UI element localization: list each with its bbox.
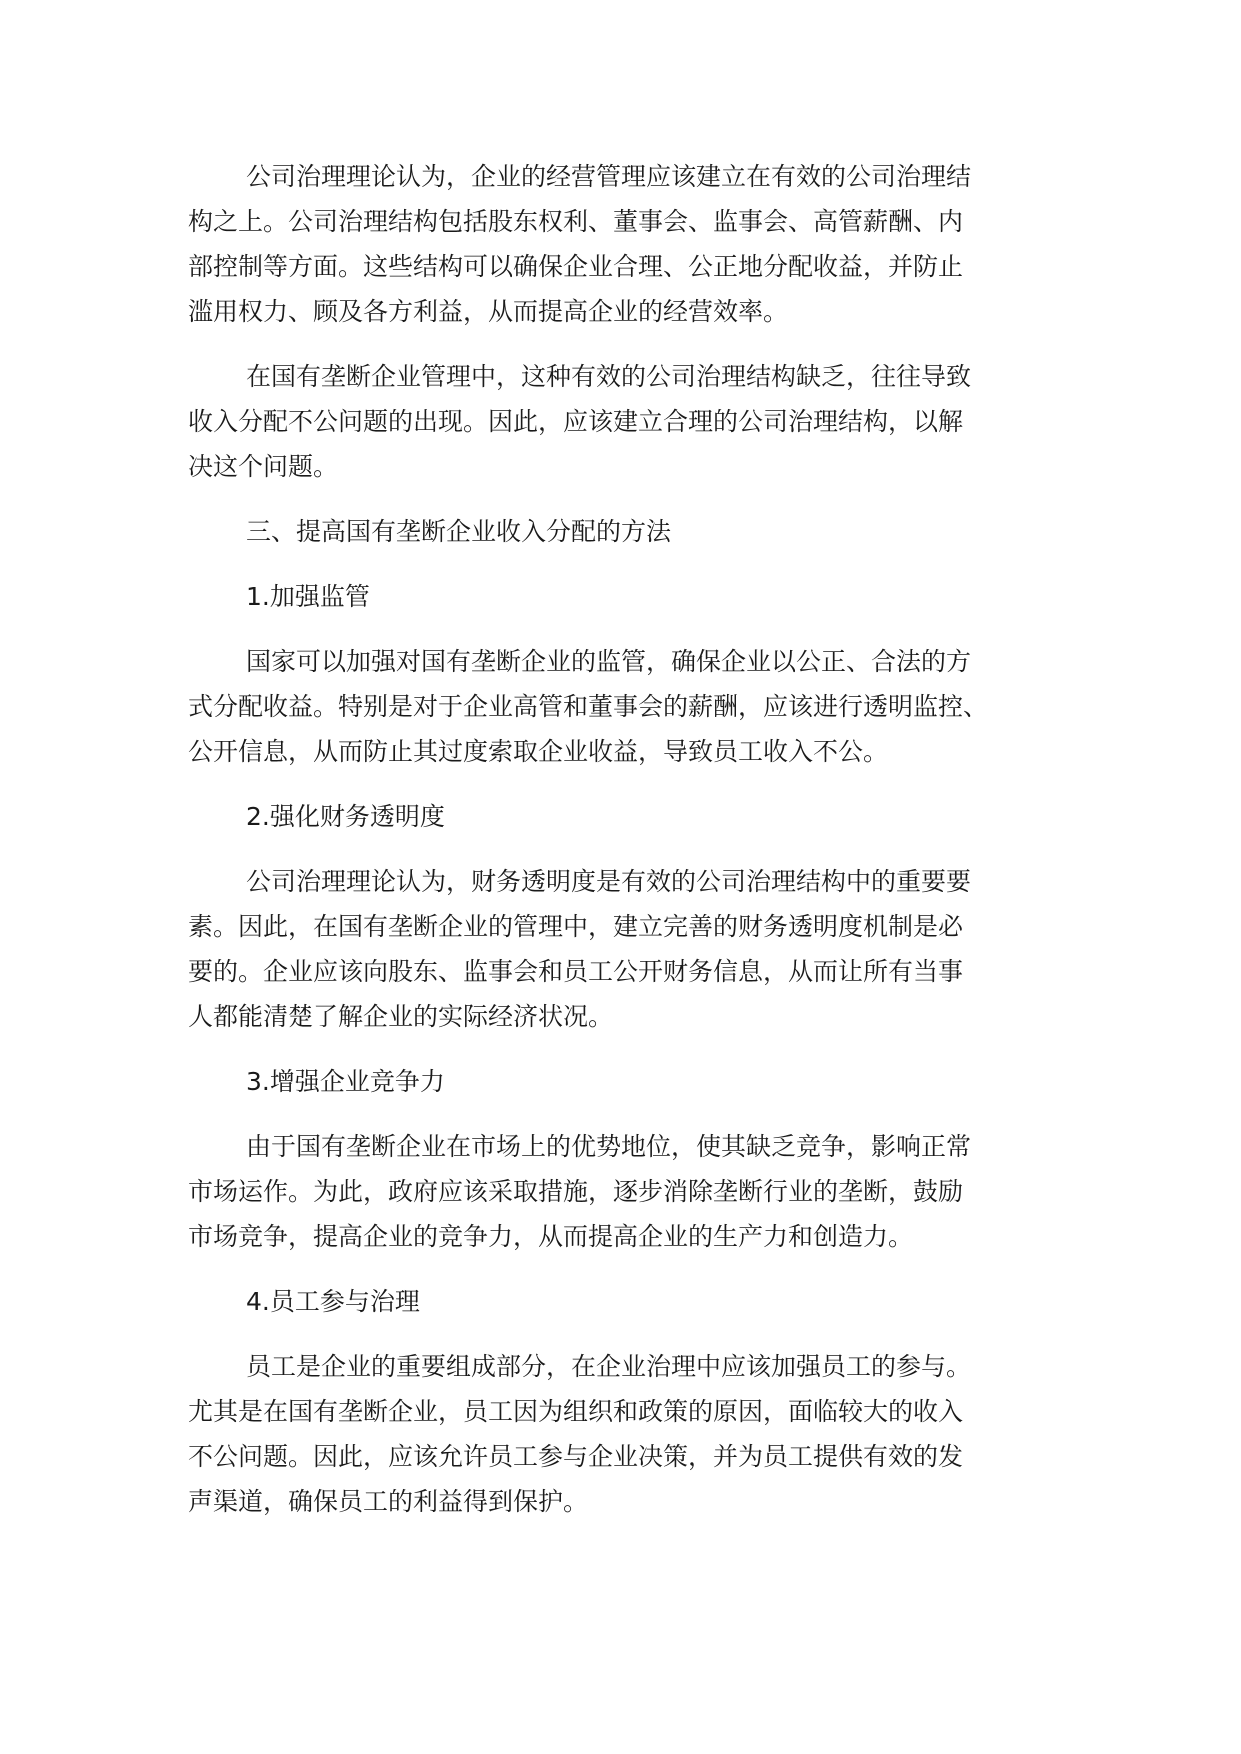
paragraph-line: 公司治理理论认为，企业的经营管理应该建立在有效的公司治理结	[246, 162, 972, 191]
paragraph-line: 在国有垄断企业管理中，这种有效的公司治理结构缺乏，往往导致	[246, 362, 972, 391]
subsection-heading: 2.强化财务透明度	[246, 802, 445, 831]
paragraph-line: 尤其是在国有垄断企业，员工因为组织和政策的原因，面临较大的收入	[188, 1397, 964, 1426]
section-heading: 三、提高国有垄断企业收入分配的方法	[246, 517, 672, 546]
paragraph-line: 由于国有垄断企业在市场上的优势地位，使其缺乏竞争，影响正常	[246, 1132, 972, 1161]
paragraph-line: 构之上。公司治理结构包括股东权利、董事会、监事会、高管薪酬、内	[188, 207, 964, 236]
document-body	[188, 154, 1048, 1544]
paragraph	[188, 154, 1048, 334]
paragraph-line: 收入分配不公问题的出现。因此，应该建立合理的公司治理结构，以解	[188, 407, 964, 436]
paragraph-line: 市场运作。为此，政府应该采取措施，逐步消除垄断行业的垄断，鼓励	[188, 1177, 964, 1206]
subsection-heading: 1.加强监管	[246, 582, 370, 611]
paragraph	[188, 354, 1048, 489]
paragraph-line: 声渠道，确保员工的利益得到保护。	[188, 1487, 589, 1516]
paragraph-line: 员工是企业的重要组成部分，在企业治理中应该加强员工的参与。	[246, 1352, 972, 1381]
paragraph	[188, 1344, 1048, 1524]
paragraph	[188, 639, 1048, 774]
paragraph-line: 部控制等方面。这些结构可以确保企业合理、公正地分配收益，并防止	[188, 252, 964, 281]
paragraph-line: 不公问题。因此，应该允许员工参与企业决策，并为员工提供有效的发	[188, 1442, 964, 1471]
paragraph-line: 式分配收益。特别是对于企业高管和董事会的薪酬，应该进行透明监控、	[188, 692, 989, 721]
paragraph-line: 国家可以加强对国有垄断企业的监管，确保企业以公正、合法的方	[246, 647, 972, 676]
paragraph-line: 人都能清楚了解企业的实际经济状况。	[188, 1002, 614, 1031]
paragraph-line: 要的。企业应该向股东、监事会和员工公开财务信息，从而让所有当事	[188, 957, 964, 986]
paragraph	[188, 859, 1048, 1039]
paragraph-line: 素。因此，在国有垄断企业的管理中，建立完善的财务透明度机制是必	[188, 912, 964, 941]
paragraph	[188, 1124, 1048, 1259]
paragraph-line: 滥用权力、顾及各方利益，从而提高企业的经营效率。	[188, 297, 789, 326]
subsection-heading: 3.增强企业竞争力	[246, 1067, 445, 1096]
paragraph-line: 决这个问题。	[188, 452, 339, 481]
paragraph-line: 公开信息，从而防止其过度索取企业收益，导致员工收入不公。	[188, 737, 889, 766]
paragraph-line: 公司治理理论认为，财务透明度是有效的公司治理结构中的重要要	[246, 867, 972, 896]
subsection-heading: 4.员工参与治理	[246, 1287, 420, 1316]
paragraph-line: 市场竞争，提高企业的竞争力，从而提高企业的生产力和创造力。	[188, 1222, 914, 1251]
